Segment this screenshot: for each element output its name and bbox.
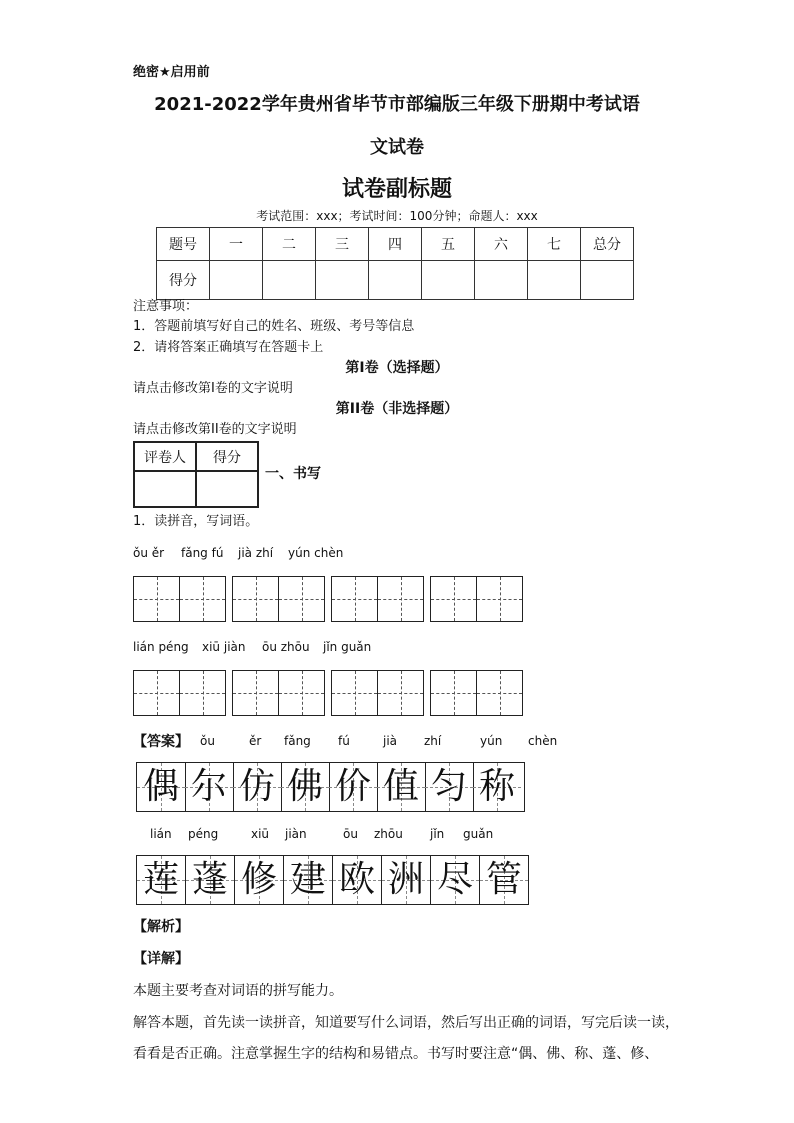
answer-pinyin: jià bbox=[383, 734, 398, 748]
score-table-cell: 得分 bbox=[157, 261, 210, 300]
analysis-paragraph-1: 本题主要考查对词语的拼写能力。 bbox=[133, 983, 343, 999]
exam-info: 考试范围：xxx；考试时间：100分钟；命题人：xxx bbox=[256, 209, 538, 223]
part2-title: 第II卷（非选择题） bbox=[335, 401, 459, 417]
score-table-cell: 四 bbox=[369, 228, 422, 261]
answer-char: 值 bbox=[382, 766, 419, 807]
answer-char: 莲 bbox=[142, 859, 179, 900]
score-table-header-row bbox=[157, 228, 634, 261]
answer-pinyin: lián bbox=[150, 827, 172, 841]
answer-label: 【答案】 bbox=[133, 734, 189, 750]
answer-pinyin: ěr bbox=[249, 734, 262, 748]
answer-grid-row2 bbox=[136, 855, 529, 905]
answer-pinyin: ǒu bbox=[200, 734, 215, 748]
score-input-cell[interactable] bbox=[422, 261, 475, 300]
grader-score-label: 得分 bbox=[196, 442, 258, 471]
answer-char: 管 bbox=[485, 859, 522, 900]
detail-label: 【详解】 bbox=[133, 951, 189, 967]
answer-char: 欧 bbox=[338, 859, 375, 900]
score-table-cell: 二 bbox=[263, 228, 316, 261]
notes-item-2: 2．请将答案正确填写在答题卡上 bbox=[133, 340, 324, 355]
pinyin-label: xiū jiàn bbox=[202, 640, 246, 654]
answer-pinyin: chèn bbox=[528, 734, 558, 748]
question1-prompt: 1．读拼音，写词语。 bbox=[133, 514, 259, 529]
score-input-cell[interactable] bbox=[475, 261, 528, 300]
answer-char: 蓬 bbox=[191, 859, 228, 900]
writing-grid[interactable] bbox=[331, 576, 424, 622]
part2-desc[interactable]: 请点击修改第II卷的文字说明 bbox=[133, 422, 297, 437]
exam-subtitle: 试卷副标题 bbox=[341, 177, 452, 202]
score-input-cell[interactable] bbox=[528, 261, 581, 300]
answer-pinyin: guǎn bbox=[463, 827, 494, 841]
grader-reviewer-label: 评卷人 bbox=[134, 442, 196, 471]
answer-pinyin: jǐn bbox=[430, 827, 445, 841]
score-input-cell[interactable] bbox=[263, 261, 316, 300]
score-table-cell: 一 bbox=[210, 228, 263, 261]
part1-title: 第I卷（选择题） bbox=[345, 360, 449, 376]
answer-pinyin: jiàn bbox=[285, 827, 307, 841]
score-table-cell: 五 bbox=[422, 228, 475, 261]
pinyin-label: lián péng bbox=[133, 640, 189, 654]
answer-pinyin: fú bbox=[338, 734, 350, 748]
score-table-cell: 三 bbox=[316, 228, 369, 261]
score-input-cell[interactable] bbox=[369, 261, 422, 300]
writing-grid[interactable] bbox=[133, 670, 226, 716]
score-table-cell: 题号 bbox=[157, 228, 210, 261]
answer-pinyin: zhōu bbox=[374, 827, 403, 841]
part1-desc[interactable]: 请点击修改第I卷的文字说明 bbox=[133, 381, 293, 396]
answer-char: 仿 bbox=[238, 766, 275, 807]
answer-grid-row1 bbox=[136, 762, 525, 812]
notes-title: 注意事项： bbox=[133, 299, 199, 314]
answer-char: 洲 bbox=[387, 859, 424, 900]
answer-char: 建 bbox=[289, 859, 326, 900]
answer-char: 匀 bbox=[430, 766, 467, 807]
pinyin-label: fǎng fú bbox=[181, 546, 224, 560]
secret-label: 绝密★启用前 bbox=[133, 65, 210, 80]
answer-pinyin: xiū bbox=[251, 827, 270, 841]
score-table bbox=[156, 227, 634, 300]
analysis-paragraph-3: 看看是否正确。注意掌握生字的结构和易错点。书写时要注意“偶、佛、称、蓬、修、 bbox=[133, 1046, 659, 1062]
section1-title: 一、书写 bbox=[265, 466, 321, 482]
pinyin-label: ōu zhōu bbox=[262, 640, 310, 654]
exam-title-line1: 2021-2022学年贵州省毕节市部编版三年级下册期中考试语 bbox=[154, 94, 640, 115]
pinyin-label: ǒu ěr bbox=[133, 546, 165, 560]
answer-pinyin: fǎng bbox=[284, 734, 311, 748]
score-table-cell: 总分 bbox=[581, 228, 634, 261]
pinyin-label: jǐn guǎn bbox=[323, 640, 372, 654]
answer-pinyin: yún bbox=[480, 734, 503, 748]
answer-char: 偶 bbox=[142, 766, 179, 807]
analysis-paragraph-2: 解答本题，首先读一读拼音，知道要写什么词语，然后写出正确的词语，写完后读一读， bbox=[133, 1015, 679, 1031]
grader-reviewer-input[interactable] bbox=[134, 471, 196, 507]
writing-grid[interactable] bbox=[232, 670, 325, 716]
answer-pinyin: péng bbox=[188, 827, 219, 841]
writing-grid[interactable] bbox=[232, 576, 325, 622]
answer-char: 修 bbox=[240, 859, 277, 900]
writing-grid[interactable] bbox=[430, 670, 523, 716]
answer-pinyin: ōu bbox=[343, 827, 358, 841]
writing-grid[interactable] bbox=[133, 576, 226, 622]
answer-pinyin: zhí bbox=[424, 734, 442, 748]
score-table-cell: 六 bbox=[475, 228, 528, 261]
score-input-cell[interactable] bbox=[316, 261, 369, 300]
answer-char: 佛 bbox=[286, 766, 323, 807]
writing-grid[interactable] bbox=[331, 670, 424, 716]
pinyin-label: jià zhí bbox=[238, 546, 274, 560]
grader-table bbox=[133, 441, 259, 508]
exam-title-line2: 文试卷 bbox=[370, 137, 424, 158]
notes-item-1: 1．答题前填写好自己的姓名、班级、考号等信息 bbox=[133, 319, 415, 334]
answer-char: 尽 bbox=[436, 859, 473, 900]
answer-char: 价 bbox=[334, 766, 371, 807]
pinyin-label: yún chèn bbox=[288, 546, 344, 560]
answer-char: 尔 bbox=[190, 766, 227, 807]
analysis-label: 【解析】 bbox=[133, 919, 189, 935]
writing-grid[interactable] bbox=[430, 576, 523, 622]
score-input-cell[interactable] bbox=[581, 261, 634, 300]
answer-char: 称 bbox=[478, 766, 515, 807]
score-input-cell[interactable] bbox=[210, 261, 263, 300]
grader-score-input[interactable] bbox=[196, 471, 258, 507]
score-table-cell: 七 bbox=[528, 228, 581, 261]
score-table-score-row bbox=[157, 261, 634, 300]
